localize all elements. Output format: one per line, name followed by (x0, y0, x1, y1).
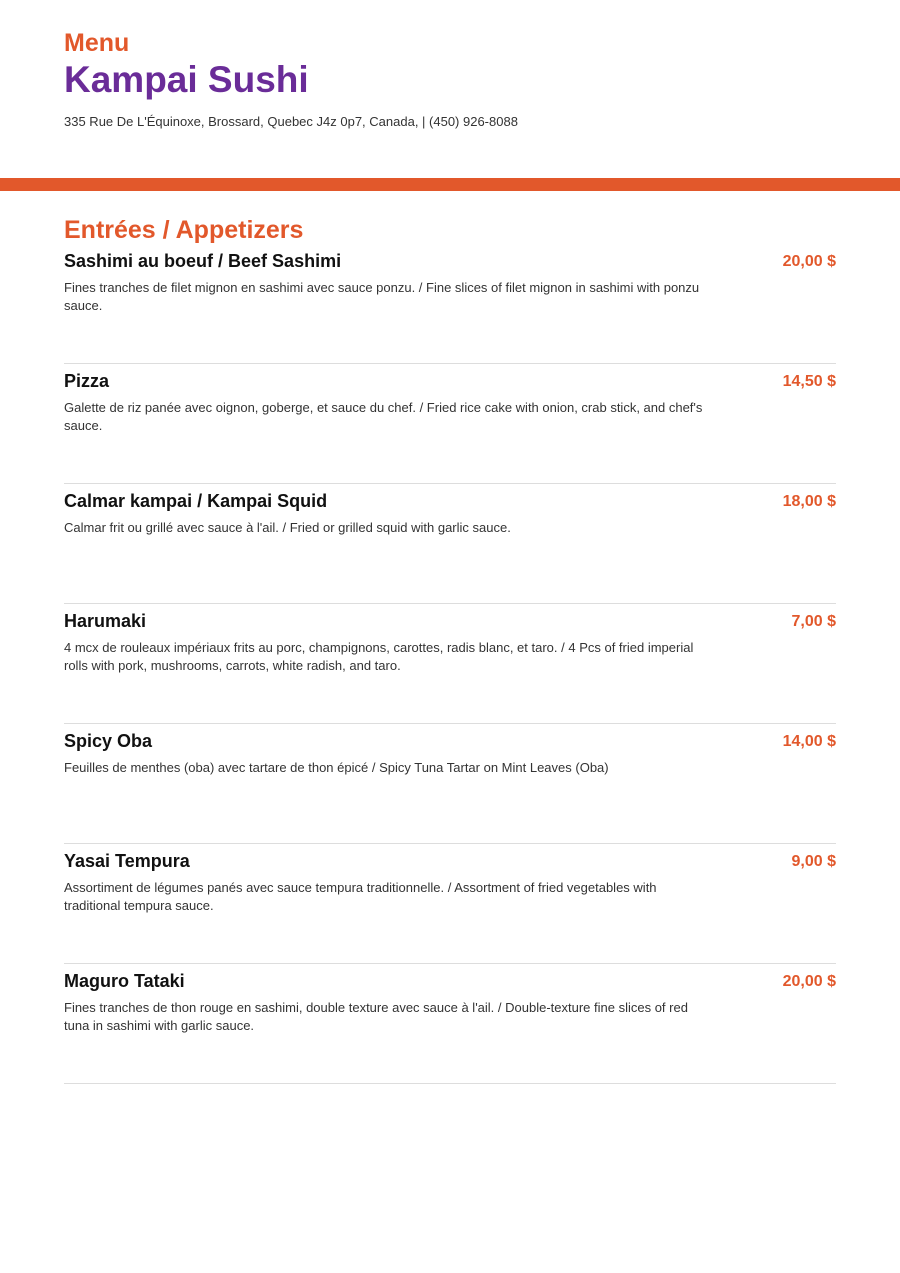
header-divider-bar (0, 178, 900, 191)
menu-item-description: 4 mcx de rouleaux impériaux frits au porc, champignons, carottes, radis blanc, et taro. / 4 Pcs of fried imperial rolls with pork, mushrooms, carrots, white radish, and taro. (64, 640, 694, 673)
menu-item-name: Sashimi au boeuf / Beef Sashimi (64, 251, 342, 271)
restaurant-name: Kampai Sushi (64, 59, 309, 100)
menu-item (64, 844, 836, 964)
menu-item-name: Pizza (64, 371, 110, 391)
menu-item-price: 18,00 $ (782, 493, 836, 510)
menu-item-price: 7,00 $ (791, 613, 836, 630)
menu-item (64, 604, 836, 724)
menu-item-name: Harumaki (64, 611, 147, 631)
menu-item-price: 14,50 $ (782, 373, 836, 390)
menu-item-description: Galette de riz panée avec oignon, goberge, et sauce du chef. / Fried rice cake with onion, crab stick, and chef's sauce. (64, 400, 703, 433)
menu-item-description: Fines tranches de filet mignon en sashimi avec sauce ponzu. / Fine slices of filet mignon in sashimi with ponzu sauce. (64, 280, 700, 313)
menu-item (64, 964, 836, 1084)
menu-item-price: 9,00 $ (791, 853, 836, 870)
section-title: Entrées / Appetizers (64, 216, 304, 244)
menu-item-description: Fines tranches de thon rouge en sashimi, double texture avec sauce à l'ail. / Double-texture fine slices of red tuna in sashimi with garlic sauce. (64, 1000, 688, 1033)
menu-item (64, 364, 836, 484)
menu-item-price: 20,00 $ (782, 973, 836, 990)
menu-item-name: Calmar kampai / Kampai Squid (64, 491, 328, 511)
menu-item (64, 724, 836, 844)
menu-header (0, 0, 900, 150)
menu-label: Menu (64, 29, 130, 57)
menu-item-description: Assortiment de légumes panés avec sauce tempura traditionnelle. / Assortment of fried vegetables with traditional tempura sauce. (64, 880, 657, 913)
menu-item-name: Yasai Tempura (64, 851, 190, 871)
menu-item-description: Feuilles de menthes (oba) avec tartare de thon épicé / Spicy Tuna Tartar on Mint Leaves (Oba) (64, 760, 609, 775)
menu-item (64, 246, 836, 364)
restaurant-address: 335 Rue De L'Équinoxe, Brossard, Quebec J4z 0p7, Canada, | (450) 926-8088 (64, 114, 518, 129)
menu-item-price: 20,00 $ (782, 253, 836, 270)
menu-section (64, 214, 836, 1084)
menu-item-price: 14,00 $ (782, 733, 836, 750)
menu-item-name: Spicy Oba (64, 731, 153, 751)
menu-item-description: Calmar frit ou grillé avec sauce à l'ail. / Fried or grilled squid with garlic sauce. (64, 520, 511, 535)
menu-item-name: Maguro Tataki (64, 971, 185, 991)
menu-item (64, 484, 836, 604)
